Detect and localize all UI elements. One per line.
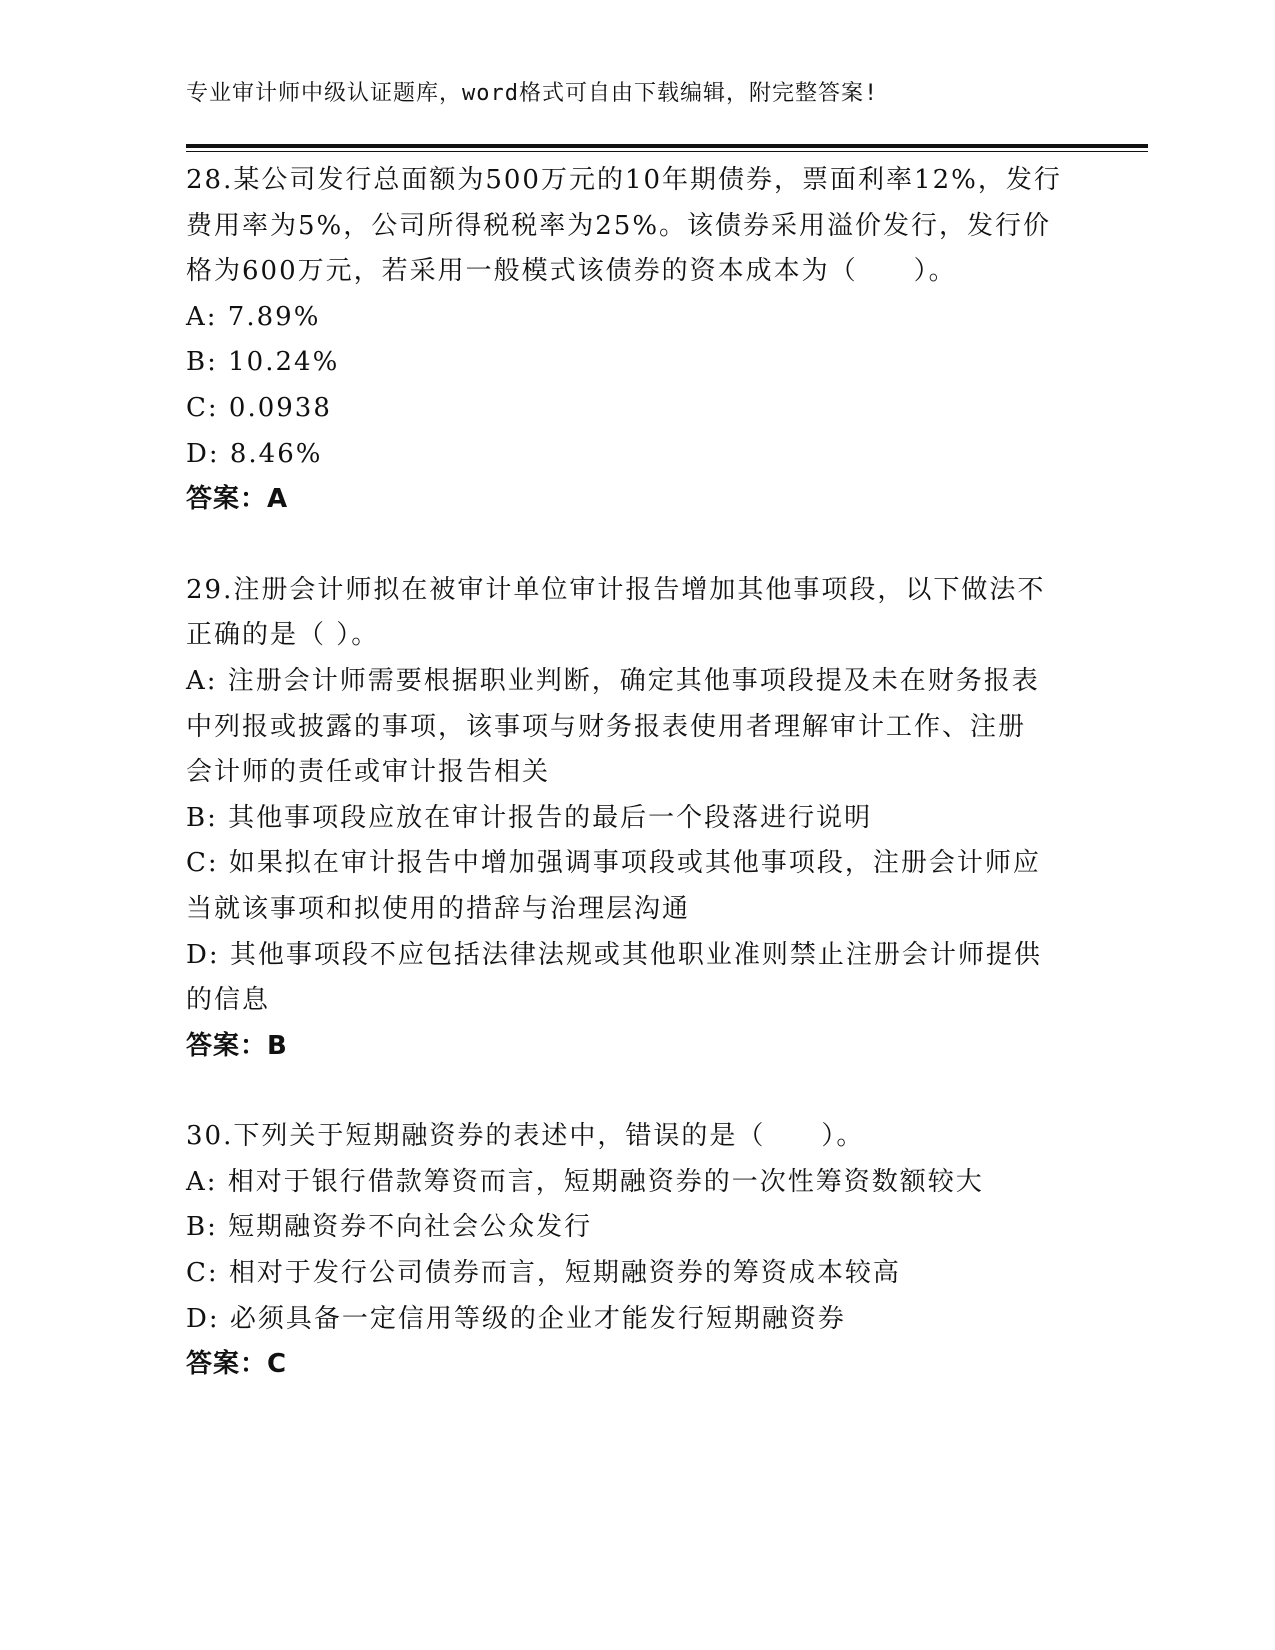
question-list bbox=[186, 158, 1086, 1388]
option-c-continued: 当就该事项和拟使用的措辞与治理层沟通 bbox=[186, 893, 691, 924]
question-spacer bbox=[186, 1069, 1086, 1114]
option-a-continued: 中列报或披露的事项，该事项与财务报表使用者理解审计工作、注册 bbox=[186, 711, 1027, 742]
answer-label: 答案：C bbox=[186, 1349, 288, 1380]
question-stem-line: 29.注册会计师拟在被审计单位审计报告增加其他事项段，以下做法不 bbox=[186, 574, 1046, 605]
option-d-continued: 的信息 bbox=[186, 985, 271, 1016]
option-c: C: 0.0938 bbox=[186, 392, 332, 423]
question-stem-line: 30.下列关于短期融资券的表述中，错误的是（ ）。 bbox=[186, 1121, 865, 1152]
answer-label: 答案：B bbox=[186, 1030, 288, 1061]
question-block bbox=[186, 1114, 1086, 1388]
page-header: 专业审计师中级认证题库，word格式可自由下载编辑，附完整答案! bbox=[186, 81, 879, 106]
question-block bbox=[186, 158, 1086, 523]
option-a: A: 注册会计师需要根据职业判断，确定其他事项段提及未在财务报表 bbox=[186, 665, 1040, 696]
answer-label: 答案：A bbox=[186, 484, 289, 515]
question-spacer bbox=[186, 523, 1086, 568]
option-d: D: 必须具备一定信用等级的企业才能发行短期融资券 bbox=[186, 1303, 846, 1334]
option-d: D: 8.46% bbox=[186, 438, 323, 469]
header-divider-thin bbox=[186, 151, 1148, 152]
option-a: A: 7.89% bbox=[186, 301, 321, 332]
option-c: C: 相对于发行公司债券而言，短期融资券的筹资成本较高 bbox=[186, 1258, 901, 1289]
option-b: B: 其他事项段应放在审计报告的最后一个段落进行说明 bbox=[186, 802, 873, 833]
question-stem-line: 格为600万元，若采用一般模式该债券的资本成本为（ ）。 bbox=[186, 256, 957, 287]
option-a-continued: 会计师的责任或审计报告相关 bbox=[186, 757, 551, 788]
question-stem-line: 费用率为5%，公司所得税税率为25%。该债券采用溢价发行，发行价 bbox=[186, 210, 1052, 241]
option-d: D: 其他事项段不应包括法律法规或其他职业准则禁止注册会计师提供 bbox=[186, 939, 1042, 970]
question-stem-line: 28.某公司发行总面额为500万元的10年期债券，票面利率12%，发行 bbox=[186, 165, 1062, 195]
option-c: C: 如果拟在审计报告中增加强调事项段或其他事项段，注册会计师应 bbox=[186, 848, 1041, 879]
question-block bbox=[186, 568, 1086, 1070]
option-b: B: 10.24% bbox=[186, 347, 340, 378]
option-b: B: 短期融资券不向社会公众发行 bbox=[186, 1212, 593, 1243]
question-stem-line: 正确的是（ ）。 bbox=[186, 620, 380, 651]
header-divider-thick bbox=[186, 144, 1148, 148]
option-a: A: 相对于银行借款筹资而言，短期融资券的一次性筹资数额较大 bbox=[186, 1166, 984, 1197]
